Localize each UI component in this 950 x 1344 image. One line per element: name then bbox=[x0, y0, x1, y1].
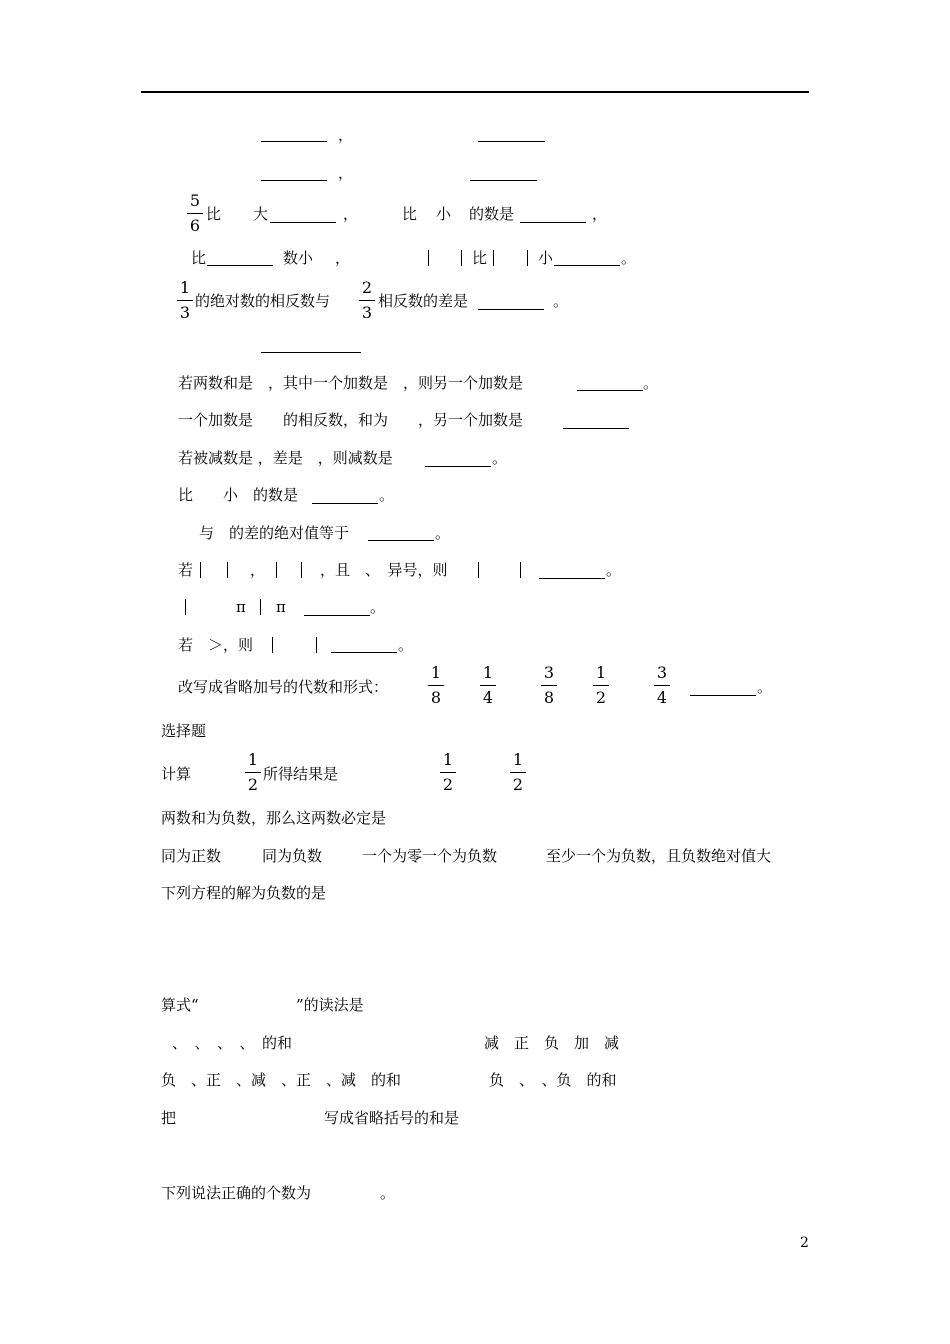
option-text[interactable]: 至少一个为负数，且负数绝对值大 bbox=[546, 847, 772, 865]
text: 与 的差的绝对值等于 bbox=[199, 524, 350, 542]
comma: ， bbox=[343, 205, 359, 223]
answer-blank[interactable] bbox=[577, 390, 643, 391]
text: 的数是 bbox=[469, 205, 515, 223]
period: 。 bbox=[398, 636, 414, 654]
question-text: 所得结果是 bbox=[263, 765, 339, 783]
period: 。 bbox=[380, 1184, 396, 1202]
text: 小 bbox=[436, 205, 452, 223]
answer-blank[interactable] bbox=[478, 141, 545, 142]
text: 改写成省略加号的代数和形式： bbox=[178, 678, 389, 696]
text: ，且 、 异号，则 bbox=[320, 561, 448, 579]
answer-blank[interactable] bbox=[207, 265, 273, 266]
question-text: 把 bbox=[161, 1109, 177, 1127]
abs-bar bbox=[272, 637, 273, 653]
abs-bar bbox=[461, 250, 462, 266]
comma: ， bbox=[338, 164, 354, 182]
text: 数小 bbox=[283, 249, 314, 267]
answer-blank[interactable] bbox=[425, 466, 491, 467]
pi-symbol: π bbox=[276, 598, 286, 616]
abs-bar bbox=[200, 562, 201, 578]
text: 若 ＞，则 bbox=[178, 636, 254, 654]
section-title: 选择题 bbox=[161, 722, 207, 740]
answer-blank[interactable] bbox=[520, 222, 586, 223]
question-text: 两数和为负数，那么这两数必定是 bbox=[161, 809, 387, 827]
answer-blank[interactable] bbox=[331, 652, 397, 653]
text: 比 bbox=[191, 249, 207, 267]
fraction-3-4: 3 4 bbox=[654, 665, 670, 708]
period: 。 bbox=[606, 561, 622, 579]
text: 比 bbox=[206, 205, 222, 223]
answer-blank[interactable] bbox=[563, 428, 629, 429]
fraction-1-3: 1 3 bbox=[177, 280, 193, 323]
answer-blank[interactable] bbox=[261, 141, 327, 142]
text: 若两数和是 ，其中一个加数是 ，则另一个加数是 bbox=[178, 374, 524, 392]
answer-blank[interactable] bbox=[554, 265, 620, 266]
answer-blank[interactable] bbox=[261, 180, 327, 181]
answer-blank[interactable] bbox=[470, 180, 537, 181]
pi-symbol: π bbox=[236, 598, 246, 616]
abs-bar bbox=[301, 562, 302, 578]
option-text[interactable]: 负 、 、负 的和 bbox=[489, 1071, 617, 1089]
answer-blank[interactable] bbox=[261, 352, 361, 353]
question-text: 下列方程的解为负数的是 bbox=[161, 884, 327, 902]
fraction-5-6: 5 6 bbox=[187, 193, 203, 236]
text: 比 bbox=[472, 249, 488, 267]
text: 相反数的差是 bbox=[378, 292, 469, 310]
fraction-1-2: 1 2 bbox=[440, 752, 456, 795]
option-text[interactable]: 一个为零一个为负数 bbox=[362, 847, 498, 865]
fraction-3-8: 3 8 bbox=[541, 665, 557, 708]
abs-bar bbox=[185, 599, 186, 615]
abs-bar bbox=[493, 250, 494, 266]
comma: ， bbox=[335, 249, 351, 267]
text: 小 bbox=[538, 249, 554, 267]
period: 。 bbox=[757, 678, 773, 696]
period: 。 bbox=[370, 598, 386, 616]
option-text[interactable]: 同为负数 bbox=[262, 847, 323, 865]
period: 。 bbox=[553, 292, 569, 310]
text: 一个加数是 的相反数，和为 ，另一个加数是 bbox=[178, 411, 524, 429]
comma: ， bbox=[250, 561, 266, 579]
answer-blank[interactable] bbox=[690, 695, 756, 696]
option-text[interactable]: 减 正 负 加 减 bbox=[484, 1034, 620, 1052]
fraction-1-8: 1 8 bbox=[428, 665, 444, 708]
abs-bar bbox=[316, 637, 317, 653]
answer-blank[interactable] bbox=[368, 540, 434, 541]
fraction-1-2: 1 2 bbox=[510, 752, 526, 795]
text: 若 bbox=[178, 561, 194, 579]
text: 比 小 的数是 bbox=[178, 486, 299, 504]
question-text: 计算 bbox=[161, 765, 192, 783]
fraction-1-2: 1 2 bbox=[593, 665, 609, 708]
page-number: 2 bbox=[800, 1235, 809, 1251]
fraction-1-2: 1 2 bbox=[245, 752, 261, 795]
period: 。 bbox=[379, 486, 395, 504]
abs-bar bbox=[527, 250, 528, 266]
answer-blank[interactable] bbox=[312, 503, 378, 504]
text: 比 bbox=[402, 205, 418, 223]
answer-blank[interactable] bbox=[270, 222, 336, 223]
abs-bar bbox=[520, 562, 521, 578]
answer-blank[interactable] bbox=[304, 615, 370, 616]
answer-blank[interactable] bbox=[539, 578, 605, 579]
abs-bar bbox=[276, 562, 277, 578]
answer-blank[interactable] bbox=[478, 309, 544, 310]
fraction-1-4: 1 4 bbox=[480, 665, 496, 708]
comma: ， bbox=[592, 205, 608, 223]
text: 的绝对数的相反数与 bbox=[195, 292, 331, 310]
period: 。 bbox=[435, 524, 451, 542]
period: 。 bbox=[492, 449, 508, 467]
option-text[interactable]: 负 、正 、减 、正 、减 的和 bbox=[161, 1071, 402, 1089]
question-text: 下列说法正确的个数为 bbox=[161, 1184, 312, 1202]
period: 。 bbox=[643, 374, 659, 392]
period: 。 bbox=[621, 249, 637, 267]
question-text: ”的读法是 bbox=[296, 996, 364, 1014]
option-text[interactable]: 同为正数 bbox=[161, 847, 222, 865]
abs-bar bbox=[260, 599, 261, 615]
question-text: 算式“ bbox=[161, 996, 199, 1014]
option-text[interactable]: 、 、 、 、 的和 bbox=[172, 1034, 293, 1052]
fraction-2-3: 2 3 bbox=[359, 280, 375, 323]
text: 大 bbox=[253, 205, 269, 223]
comma: ， bbox=[338, 126, 354, 144]
abs-bar bbox=[478, 562, 479, 578]
abs-bar bbox=[227, 562, 228, 578]
question-text: 写成省略括号的和是 bbox=[324, 1109, 460, 1127]
text: 若被减数是 ，差是 ，则减数是 bbox=[178, 449, 393, 467]
header-rule bbox=[141, 91, 809, 93]
abs-bar bbox=[428, 250, 429, 266]
